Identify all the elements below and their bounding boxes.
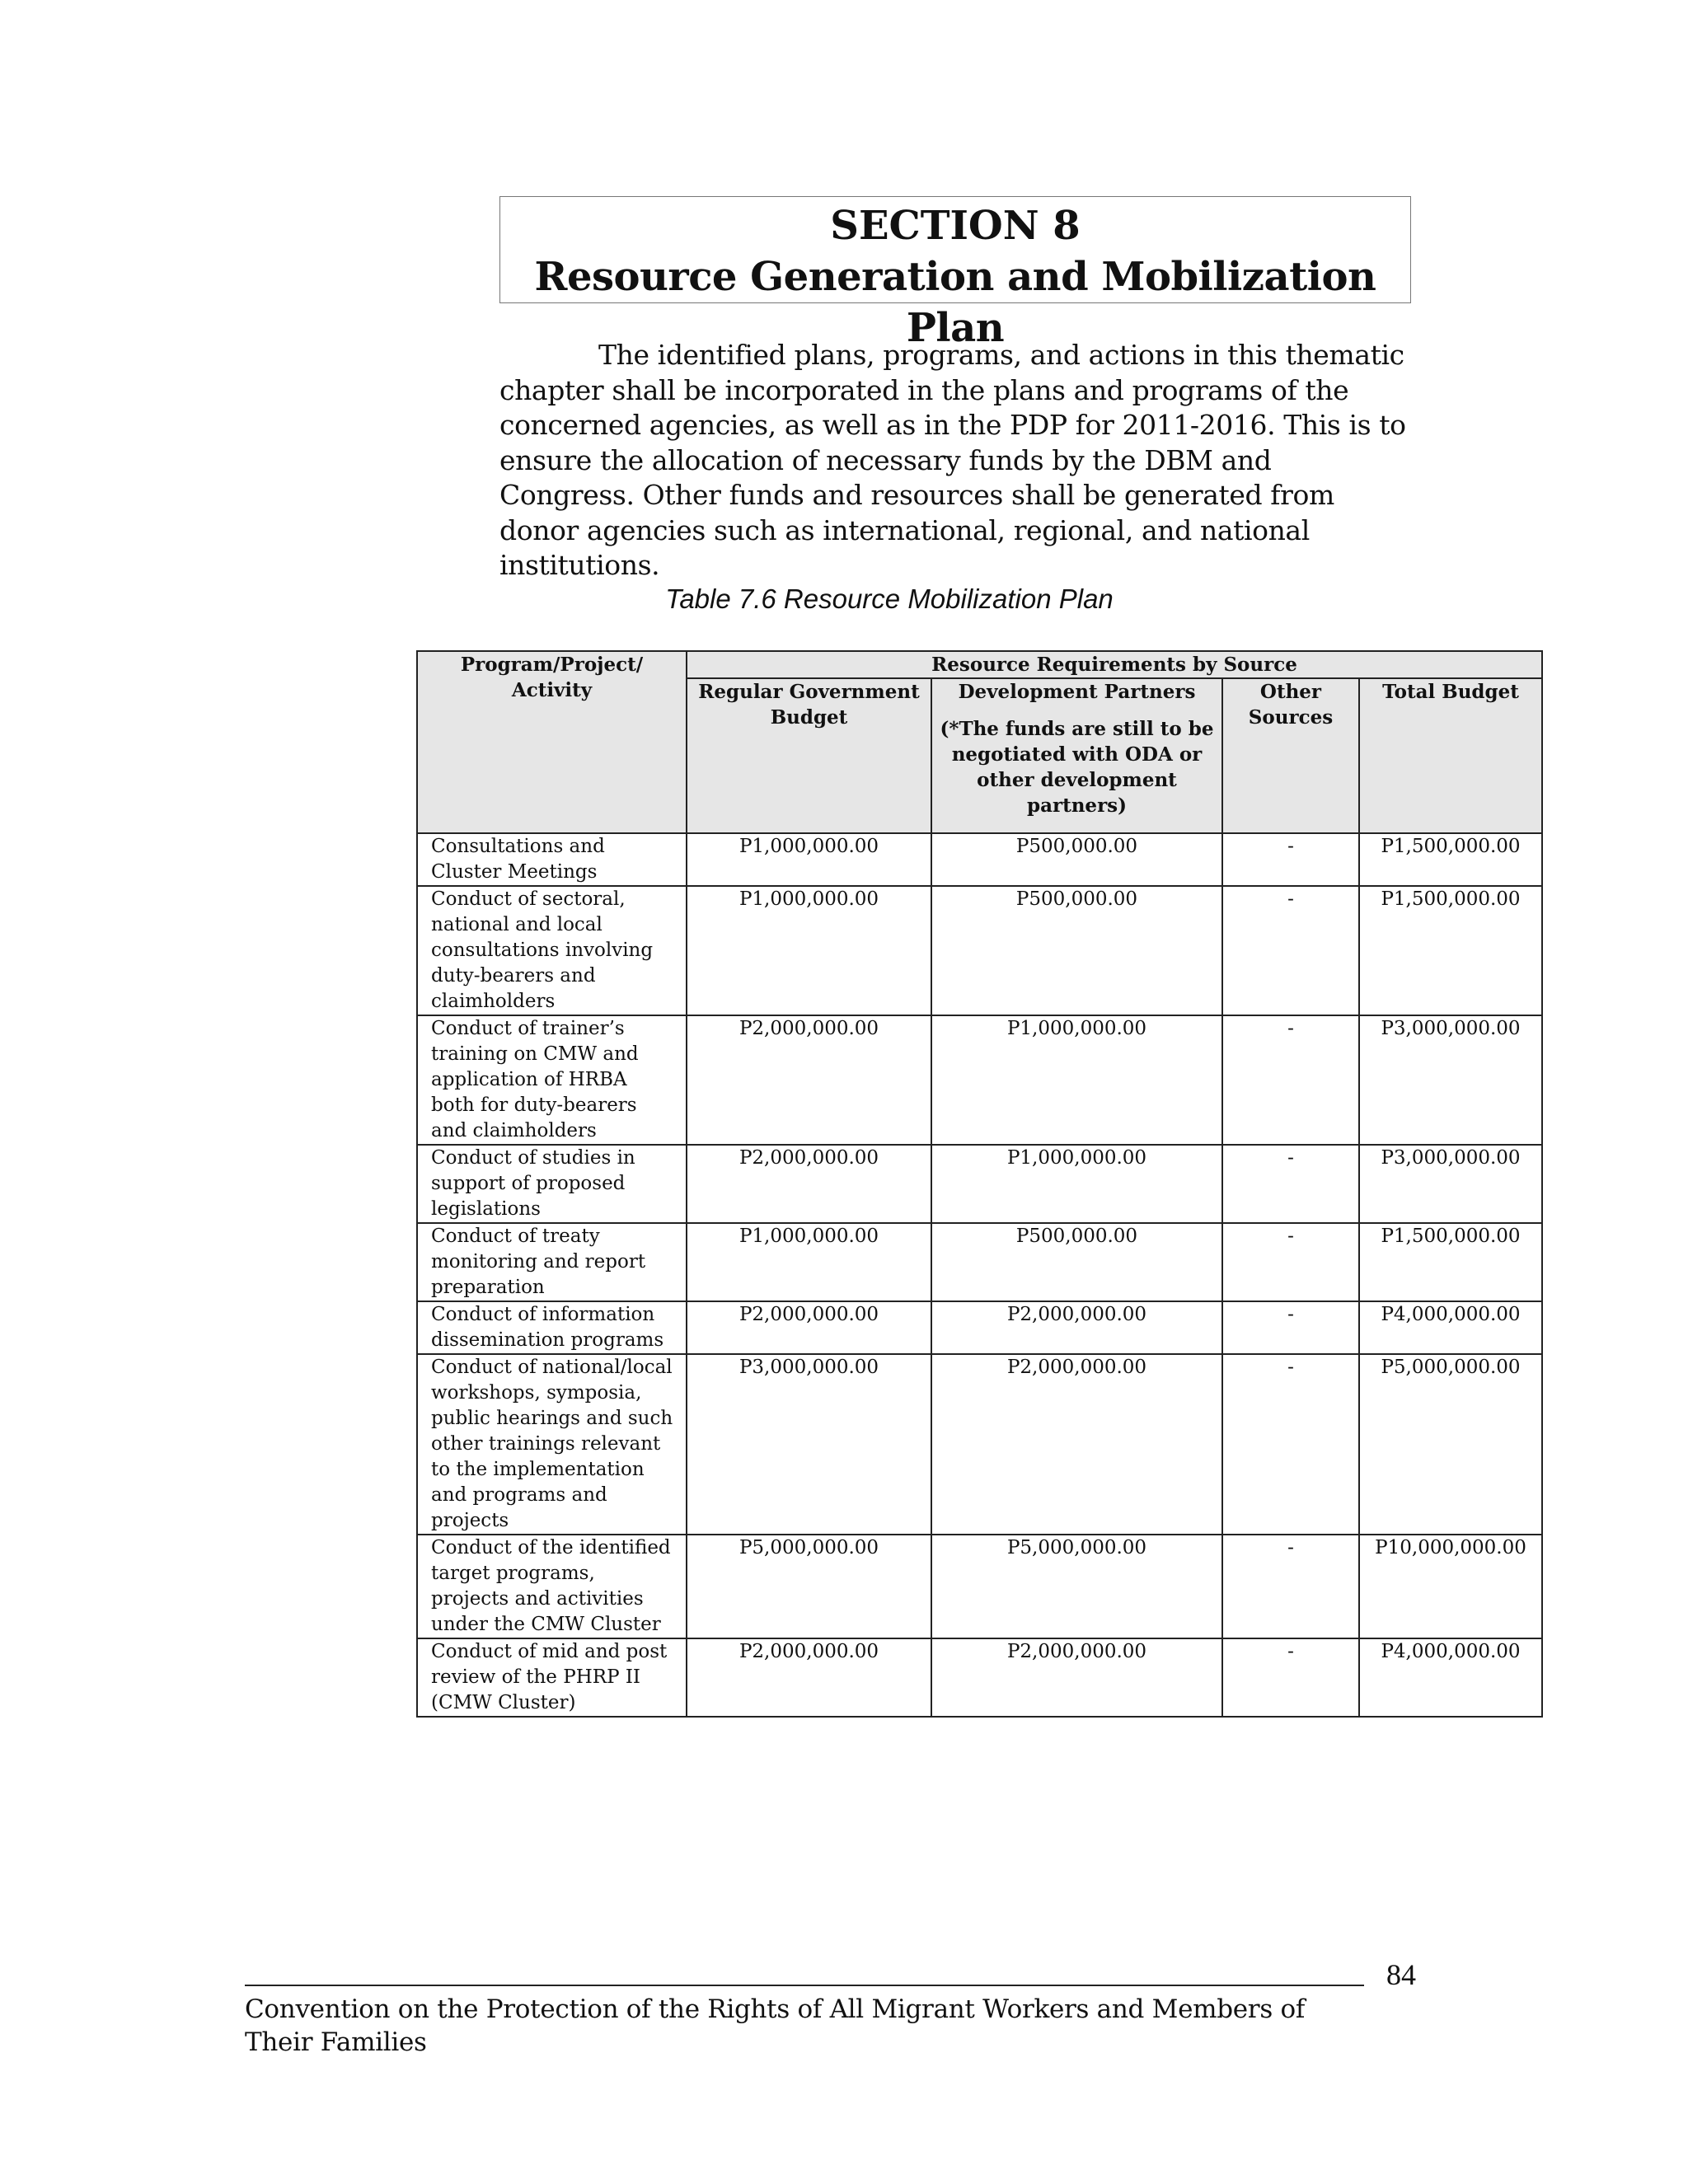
header-dev-note: (*The funds are still to be negotiated with ODA or other development partners) xyxy=(940,718,1214,817)
total-budget-cell: P3,000,000.00 xyxy=(1359,1015,1542,1145)
other-sources-cell: - xyxy=(1222,886,1359,1015)
dev-partners-cell: P2,000,000.00 xyxy=(931,1354,1222,1535)
activity-cell: Conduct of mid and post review of the PHRP II (CMW Cluster) xyxy=(417,1638,687,1717)
activity-cell: Conduct of trainer’s training on CMW and application of HRBA both for duty-bearers and claimholders xyxy=(417,1015,687,1145)
header-regular-budget: Regular Government Budget xyxy=(687,678,931,833)
activity-cell: Conduct of the identified target programs, projects and activities under the CMW Cluster xyxy=(417,1535,687,1638)
regular-budget-cell: P1,000,000.00 xyxy=(687,886,931,1015)
header-total-budget: Total Budget xyxy=(1359,678,1542,833)
dev-partners-cell: P500,000.00 xyxy=(931,886,1222,1015)
activity-cell: Conduct of sectoral, national and local consultations involving duty-bearers and claimholders xyxy=(417,886,687,1015)
dev-partners-cell: P1,000,000.00 xyxy=(931,1015,1222,1145)
table-row xyxy=(417,833,1542,886)
section-heading-box xyxy=(499,196,1411,351)
dev-partners-cell: P500,000.00 xyxy=(931,1223,1222,1301)
header-activity: Program/Project/ Activity xyxy=(417,651,687,833)
header-other-sources: Other Sources xyxy=(1222,678,1359,833)
regular-budget-cell: P2,000,000.00 xyxy=(687,1638,931,1717)
other-sources-cell: - xyxy=(1222,1301,1359,1354)
header-resource-group: Resource Requirements by Source xyxy=(687,651,1542,678)
table-row xyxy=(417,1535,1542,1638)
table-row xyxy=(417,1145,1542,1223)
activity-cell: Conduct of treaty monitoring and report preparation xyxy=(417,1223,687,1301)
page-number: 84 xyxy=(1386,1958,1416,1991)
total-budget-cell: P10,000,000.00 xyxy=(1359,1535,1542,1638)
regular-budget-cell: P5,000,000.00 xyxy=(687,1535,931,1638)
activity-cell: Conduct of studies in support of proposed legislations xyxy=(417,1145,687,1223)
table-row xyxy=(417,1301,1542,1354)
footer-text: Convention on the Protection of the Rights of All Migrant Workers and Members of Their Families xyxy=(245,1994,1306,2057)
activity-cell: Conduct of national/local workshops, symposia, public hearings and such other trainings relevant to the implementation and programs and projects xyxy=(417,1354,687,1535)
table-row xyxy=(417,1638,1542,1717)
total-budget-cell: P4,000,000.00 xyxy=(1359,1638,1542,1717)
dev-partners-cell: P500,000.00 xyxy=(931,833,1222,886)
total-budget-cell: P1,500,000.00 xyxy=(1359,833,1542,886)
other-sources-cell: - xyxy=(1222,833,1359,886)
table-row xyxy=(417,1015,1542,1145)
total-budget-cell: P4,000,000.00 xyxy=(1359,1301,1542,1354)
dev-partners-cell: P2,000,000.00 xyxy=(931,1638,1222,1717)
regular-budget-cell: P3,000,000.00 xyxy=(687,1354,931,1535)
regular-budget-cell: P2,000,000.00 xyxy=(687,1145,931,1223)
header-dev-label: Development Partners xyxy=(958,681,1196,703)
activity-cell: Conduct of information dissemination programs xyxy=(417,1301,687,1354)
total-budget-cell: P1,500,000.00 xyxy=(1359,1223,1542,1301)
footer-divider xyxy=(245,1985,1364,1986)
table-caption: Table 7.6 Resource Mobilization Plan xyxy=(665,583,1114,614)
total-budget-cell: P5,000,000.00 xyxy=(1359,1354,1542,1535)
other-sources-cell: - xyxy=(1222,1638,1359,1717)
table-row xyxy=(417,1354,1542,1535)
other-sources-cell: - xyxy=(1222,1354,1359,1535)
total-budget-cell: P3,000,000.00 xyxy=(1359,1145,1542,1223)
activity-cell: Consultations and Cluster Meetings xyxy=(417,833,687,886)
other-sources-cell: - xyxy=(1222,1535,1359,1638)
dev-partners-cell: P2,000,000.00 xyxy=(931,1301,1222,1354)
dev-partners-cell: P5,000,000.00 xyxy=(931,1535,1222,1638)
other-sources-cell: - xyxy=(1222,1223,1359,1301)
section-title: Resource Generation and Mobilization Plan xyxy=(534,254,1376,351)
intro-paragraph: The identified plans, programs, and actions in this thematic chapter shall be incorporated in the plans and programs of the concerned agencies, as well as in the PDP for 2011-2016. This is to ensure the allocation of necessary funds by the DBM and Congress. Other funds and resources shall be generated from donor agencies such as international, regional, and national institutions. xyxy=(499,339,1406,581)
regular-budget-cell: P2,000,000.00 xyxy=(687,1301,931,1354)
section-number: SECTION 8 xyxy=(830,203,1081,249)
table-row xyxy=(417,886,1542,1015)
header-development-partners xyxy=(931,678,1222,833)
other-sources-cell: - xyxy=(1222,1015,1359,1145)
total-budget-cell: P1,500,000.00 xyxy=(1359,886,1542,1015)
table-row xyxy=(417,1223,1542,1301)
dev-partners-cell: P1,000,000.00 xyxy=(931,1145,1222,1223)
regular-budget-cell: P2,000,000.00 xyxy=(687,1015,931,1145)
resource-mobilization-table xyxy=(416,650,1543,1718)
other-sources-cell: - xyxy=(1222,1145,1359,1223)
regular-budget-cell: P1,000,000.00 xyxy=(687,1223,931,1301)
regular-budget-cell: P1,000,000.00 xyxy=(687,833,931,886)
